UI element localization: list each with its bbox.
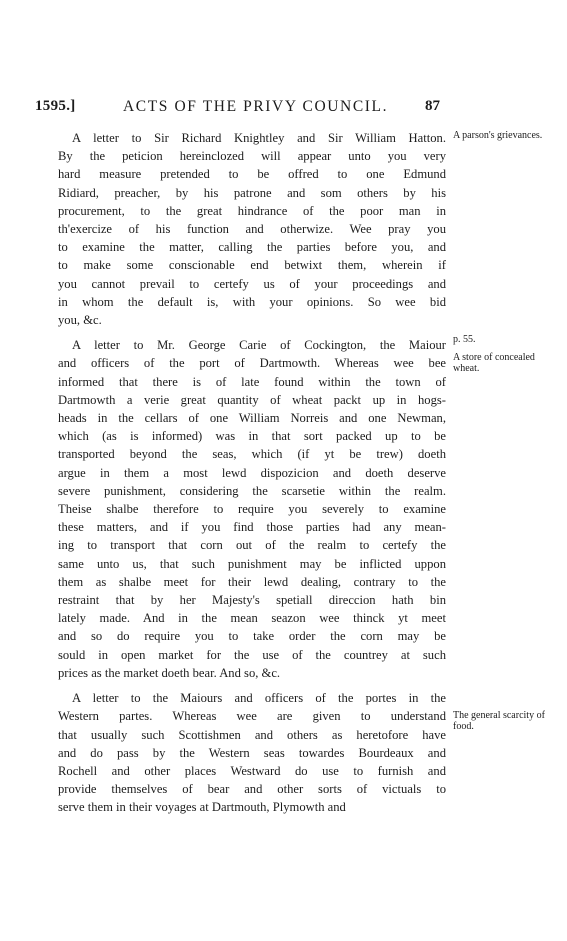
text-line: lately made. And in the mean seazon wee thinck yt meet	[58, 611, 446, 626]
sidenote-scarcity-of-food: The general scarcity of food.	[453, 710, 545, 732]
text-line: them as shalbe meet for their lewd dealing, contrary to the	[58, 574, 446, 589]
text-line: informed that there is of late found within the town of	[58, 374, 446, 389]
text-line: th'exercize of his function and otherwize. Wee pray you	[58, 222, 446, 237]
text-line: Ridiard, preacher, by his patrone and som others by his	[58, 185, 446, 200]
text-line: to make some conscionable end betwixt them, wherein if	[58, 258, 446, 273]
text-line: these matters, and if you find those parties had any mean-	[58, 520, 446, 535]
text-line: By the peticion hereinclozed will appear unto you very	[58, 149, 446, 164]
text-line: that usually such Scottishmen and others as heretofore have	[58, 727, 446, 742]
text-line: Western partes. Whereas wee are given to understand	[58, 709, 446, 724]
sidenote-concealed-wheat: A store of concealed wheat.	[453, 352, 535, 374]
text-line: in whom the default is, with your opinions. So wee bid	[58, 294, 446, 309]
text-line: you, &c.	[58, 313, 102, 328]
text-line: heads in the cellars of one William Norreis and one Newman,	[58, 411, 446, 426]
text-line: and so do require you to take order the corn may be	[58, 629, 446, 644]
text-line: Rochell and other places Westward do use to furnish and	[58, 763, 446, 778]
sidenote-page-reference: p. 55.	[453, 334, 476, 345]
text-line: you cannot prevail to certefy us of your proceedings and	[58, 276, 446, 291]
text-line: Dartmowth a verie great quantity of wheat packt up in hogs-	[58, 392, 446, 407]
text-line: prices as the market doeth bear. And so, &c.	[58, 665, 281, 680]
text-line: same unto us, that such punishment may be inflicted uppon	[58, 556, 446, 571]
text-line: A letter to Mr. George Carie of Cockington, the Maiour	[72, 338, 446, 353]
header-year: 1595.]	[35, 98, 76, 114]
text-line: argue in them a most lewd dispozicion and doeth deserve	[58, 465, 446, 480]
sidenote-parsons-grievances: A parson's grievances.	[453, 130, 543, 141]
text-line: which (as is informed) was in that sort packed up to be	[58, 429, 446, 444]
page-number: 87	[425, 98, 440, 114]
paragraph	[58, 336, 446, 682]
text-line: sould in open market for the use of the countrey at such	[58, 647, 446, 662]
running-header	[35, 98, 440, 122]
text-line: and do pass by the Western seas towardes Bourdeaux and	[58, 745, 446, 760]
text-line: ing to transport that corn out of the realm to certefy the	[58, 538, 446, 553]
text-line: transported beyond the seas, which (if yt be trew) doeth	[58, 447, 446, 462]
text-line: provide themselves of bear and other sorts of victuals to	[58, 782, 446, 797]
text-line: Theise shalbe therefore to require you severely to examine	[58, 502, 446, 517]
paragraph	[58, 689, 446, 816]
text-line: serve them in their voyages at Dartmouth, Plymowth and	[58, 800, 346, 815]
text-line: procurement, to the great hindrance of the poor man in	[58, 203, 446, 218]
text-line: severe punishment, considering the scarsetie within the realm.	[58, 483, 446, 498]
paragraph	[58, 129, 446, 329]
text-line: to examine the matter, calling the parties before you, and	[58, 240, 446, 255]
text-line: A letter to the Maiours and officers of the portes in the	[72, 691, 446, 706]
running-title: ACTS OF THE PRIVY COUNCIL.	[123, 98, 389, 115]
body-text	[58, 129, 446, 824]
text-line: restraint that by her Majesty's spetiall direccion hath bin	[58, 593, 446, 608]
text-line: A letter to Sir Richard Knightley and Sir William Hatton.	[72, 131, 446, 145]
text-line: hard measure pretended to be offred to one Edmund	[58, 167, 446, 182]
text-line: and officers of the port of Dartmowth. Whereas wee bee	[58, 356, 446, 371]
